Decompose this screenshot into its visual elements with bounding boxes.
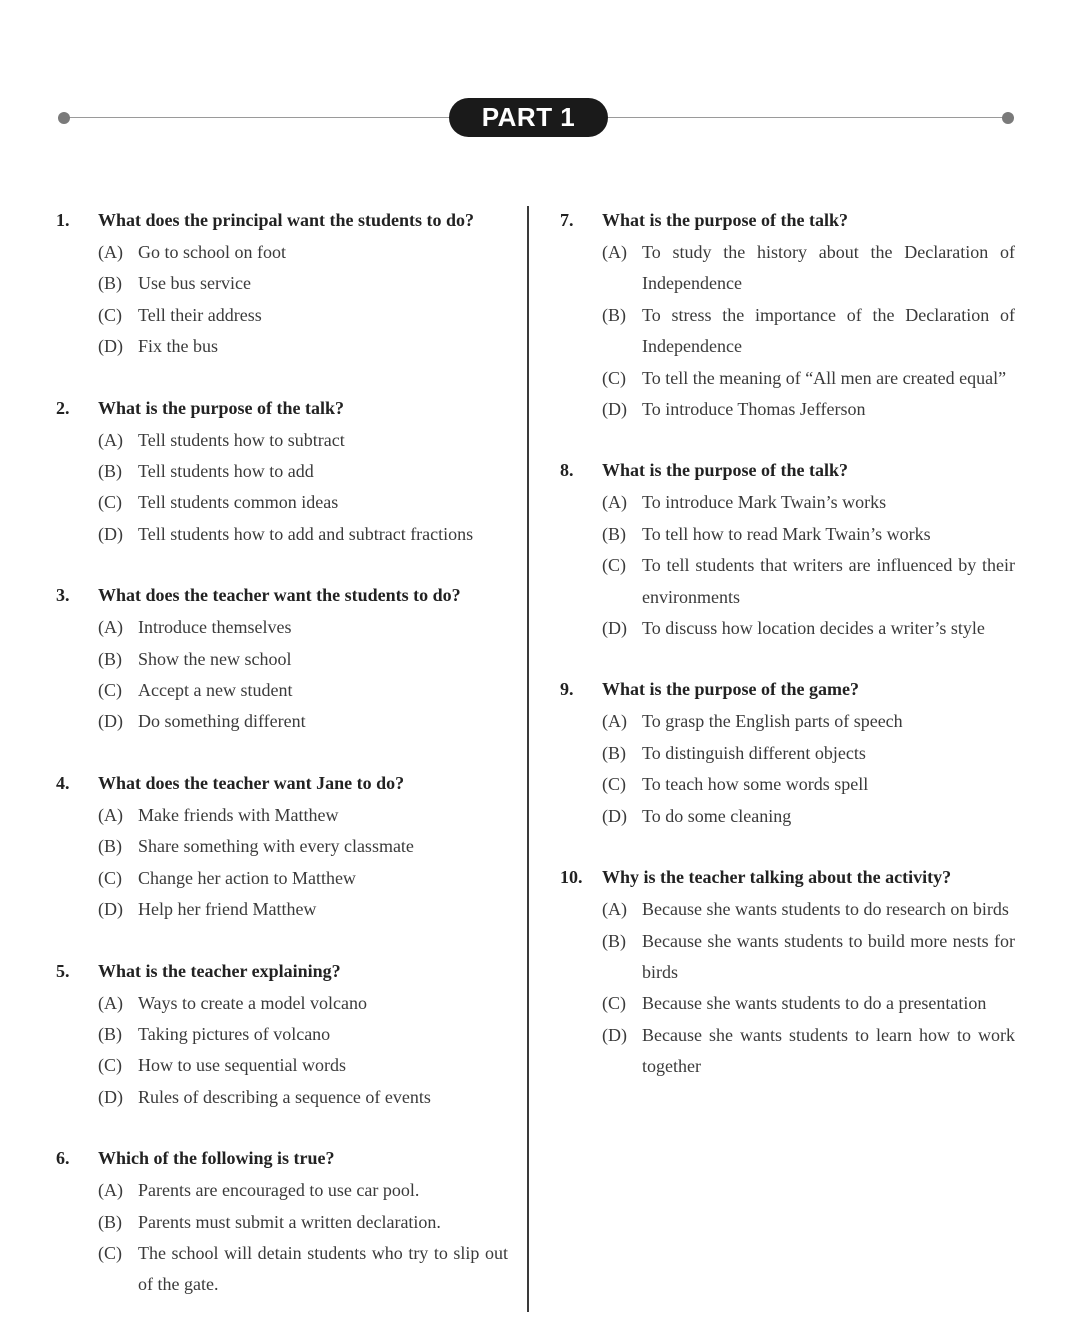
option-d <box>602 613 1015 644</box>
option-letter: (C) <box>98 304 122 325</box>
option-a <box>98 988 508 1019</box>
option-text: To teach how some words spell <box>642 774 869 795</box>
question-stem <box>56 1143 508 1174</box>
question-stem <box>56 205 508 236</box>
question-text: What does the teacher want the students to do? <box>98 585 461 606</box>
option-text: To distinguish different objects <box>642 742 866 763</box>
option-list <box>602 894 1015 1082</box>
option-b <box>602 300 1015 363</box>
option-c <box>602 363 1015 394</box>
question-text: What is the teacher explaining? <box>98 960 341 981</box>
option-letter: (C) <box>98 492 122 513</box>
option-letter: (D) <box>98 711 123 732</box>
option-text: Go to school on foot <box>138 242 286 262</box>
option-d <box>98 1082 508 1113</box>
option-text: Tell students common ideas <box>138 492 339 513</box>
question-number: 3. <box>56 585 70 606</box>
option-text: Tell students how to add and subtract fractions <box>138 523 474 544</box>
part-title: PART 1 <box>449 98 608 137</box>
option-text: To discuss how location decides a writer’s style <box>642 618 985 639</box>
option-letter: (C) <box>602 774 626 795</box>
option-c <box>98 300 508 331</box>
option-letter: (A) <box>602 899 627 920</box>
option-d <box>602 394 1015 425</box>
option-a <box>98 800 508 831</box>
option-a <box>98 612 508 643</box>
option-text: To introduce Thomas Jefferson <box>642 399 866 420</box>
option-b <box>98 268 508 299</box>
question-text: Which of the following is true? <box>98 1148 335 1169</box>
option-b <box>98 1019 508 1050</box>
option-text: Because she wants students to build more nests for birds <box>642 930 1015 982</box>
question-number: 1. <box>56 210 70 230</box>
option-letter: (A) <box>98 992 123 1013</box>
option-list <box>98 1175 508 1301</box>
option-letter: (B) <box>98 648 122 669</box>
option-text: Tell students how to subtract <box>138 429 345 450</box>
option-a <box>602 487 1015 518</box>
option-letter: (A) <box>602 242 627 262</box>
right-column <box>560 205 1015 1113</box>
question-number: 7. <box>560 210 574 230</box>
option-d <box>602 801 1015 832</box>
option-letter: (B) <box>98 461 122 482</box>
question-5 <box>56 956 508 1114</box>
option-b <box>602 519 1015 550</box>
option-text: Parents must submit a written declaration. <box>138 1211 441 1232</box>
option-list <box>98 988 508 1114</box>
question-4 <box>56 768 508 926</box>
option-d <box>98 894 508 925</box>
option-letter: (C) <box>98 680 122 701</box>
option-text: Tell their address <box>138 304 262 325</box>
option-c <box>602 988 1015 1019</box>
option-b <box>602 738 1015 769</box>
option-text: Share something with every classmate <box>138 836 414 857</box>
option-letter: (B) <box>98 1023 122 1044</box>
question-stem <box>56 768 508 799</box>
option-text: To stress the importance of the Declaration of Independence <box>642 304 1015 357</box>
option-letter: (A) <box>98 429 123 450</box>
option-a <box>602 894 1015 925</box>
option-text: Show the new school <box>138 648 292 669</box>
option-text: Rules of describing a sequence of events <box>138 1086 431 1107</box>
option-text: The school will detain students who try to slip out of the gate. <box>138 1242 508 1295</box>
option-list <box>602 487 1015 644</box>
question-stem <box>560 862 1015 893</box>
option-letter: (B) <box>98 836 122 857</box>
option-a <box>98 425 508 456</box>
option-letter: (D) <box>602 1024 627 1045</box>
option-letter: (B) <box>98 273 122 294</box>
option-letter: (D) <box>602 805 627 826</box>
left-column <box>56 205 508 1331</box>
option-text: To do some cleaning <box>642 805 792 826</box>
option-letter: (A) <box>98 804 123 825</box>
option-letter: (D) <box>98 523 123 544</box>
option-letter: (A) <box>98 617 123 638</box>
option-letter: (C) <box>602 367 626 388</box>
option-text: Use bus service <box>138 273 251 294</box>
option-text: Ways to create a model volcano <box>138 992 367 1013</box>
option-letter: (B) <box>602 930 626 951</box>
question-text: What is the purpose of the game? <box>602 679 859 700</box>
option-text: Change her action to Matthew <box>138 867 356 888</box>
column-divider <box>527 206 529 1312</box>
option-d <box>98 519 508 550</box>
option-a <box>98 237 508 268</box>
option-letter: (A) <box>98 242 123 262</box>
option-text: Do something different <box>138 711 306 732</box>
question-number: 8. <box>560 460 574 481</box>
question-stem <box>560 455 1015 486</box>
option-a <box>602 237 1015 300</box>
question-text: Why is the teacher talking about the activity? <box>602 867 952 888</box>
question-stem <box>560 674 1015 705</box>
option-letter: (D) <box>98 1086 123 1107</box>
question-number: 9. <box>560 679 574 700</box>
question-number: 10. <box>560 867 583 888</box>
option-text: Make friends with Matthew <box>138 804 339 825</box>
question-number: 5. <box>56 960 70 981</box>
question-7 <box>560 205 1015 425</box>
option-letter: (C) <box>602 993 626 1014</box>
option-letter: (A) <box>602 711 627 732</box>
question-number: 2. <box>56 397 70 418</box>
question-stem <box>56 956 508 987</box>
question-3 <box>56 580 508 738</box>
option-c <box>98 675 508 706</box>
option-text: To tell students that writers are influenced by their environments <box>642 555 1015 607</box>
question-text: What does the principal want the students to do? <box>98 210 475 230</box>
option-letter: (C) <box>98 1242 122 1263</box>
option-text: Introduce themselves <box>138 617 292 638</box>
option-text: Taking pictures of volcano <box>138 1023 331 1044</box>
option-letter: (C) <box>98 1055 122 1076</box>
option-d <box>98 706 508 737</box>
option-text: Because she wants students to learn how to work together <box>642 1024 1015 1077</box>
question-8 <box>560 455 1015 644</box>
option-d <box>602 1020 1015 1083</box>
option-c <box>98 863 508 894</box>
option-b <box>98 456 508 487</box>
option-a <box>98 1175 508 1206</box>
option-letter: (B) <box>602 523 626 544</box>
option-letter: (B) <box>98 1211 122 1232</box>
question-number: 4. <box>56 772 70 793</box>
option-text: To grasp the English parts of speech <box>642 711 903 732</box>
question-1 <box>56 205 508 363</box>
option-b <box>602 926 1015 989</box>
option-list <box>602 706 1015 832</box>
option-letter: (C) <box>98 867 122 888</box>
question-9 <box>560 674 1015 832</box>
option-text: Because she wants students to do a presentation <box>642 993 987 1014</box>
header-dot-left <box>58 112 70 124</box>
option-text: How to use sequential words <box>138 1055 346 1076</box>
option-text: Help her friend Matthew <box>138 899 317 920</box>
option-text: To study the history about the Declaration of Independence <box>642 242 1015 294</box>
question-2 <box>56 393 508 551</box>
option-list <box>602 237 1015 425</box>
option-list <box>98 612 508 738</box>
option-b <box>98 1207 508 1238</box>
option-d <box>98 331 508 362</box>
option-letter: (D) <box>98 899 123 920</box>
option-letter: (A) <box>602 492 627 513</box>
option-list <box>98 800 508 926</box>
option-text: Fix the bus <box>138 336 219 357</box>
question-text: What is the purpose of the talk? <box>602 460 849 481</box>
option-a <box>602 706 1015 737</box>
option-c <box>98 1050 508 1081</box>
question-text: What is the purpose of the talk? <box>602 210 849 230</box>
option-text: Because she wants students to do research on birds <box>642 899 1009 920</box>
option-letter: (C) <box>602 555 626 576</box>
option-c <box>602 769 1015 800</box>
option-b <box>98 831 508 862</box>
option-list <box>98 425 508 551</box>
question-text: What does the teacher want Jane to do? <box>98 772 405 793</box>
option-letter: (B) <box>602 304 626 325</box>
option-b <box>98 644 508 675</box>
option-c <box>98 1238 508 1301</box>
option-letter: (D) <box>98 336 123 357</box>
option-letter: (D) <box>602 618 627 639</box>
option-text: Tell students how to add <box>138 461 314 482</box>
option-c <box>602 550 1015 613</box>
question-number: 6. <box>56 1148 70 1169</box>
header-dot-right <box>1002 112 1014 124</box>
option-c <box>98 487 508 518</box>
question-stem <box>560 205 1015 236</box>
option-text: To introduce Mark Twain’s works <box>642 492 887 513</box>
option-list <box>98 237 508 363</box>
question-6 <box>56 1143 508 1301</box>
option-letter: (A) <box>98 1180 123 1201</box>
option-text: Parents are encouraged to use car pool. <box>138 1180 420 1201</box>
option-text: To tell how to read Mark Twain’s works <box>642 523 931 544</box>
question-text: What is the purpose of the talk? <box>98 397 345 418</box>
option-text: To tell the meaning of “All men are created equal” <box>642 367 1007 388</box>
question-10 <box>560 862 1015 1082</box>
option-text: Accept a new student <box>138 680 293 701</box>
option-letter: (D) <box>602 399 627 420</box>
option-letter: (B) <box>602 742 626 763</box>
question-stem <box>56 393 508 424</box>
question-stem <box>56 580 508 611</box>
